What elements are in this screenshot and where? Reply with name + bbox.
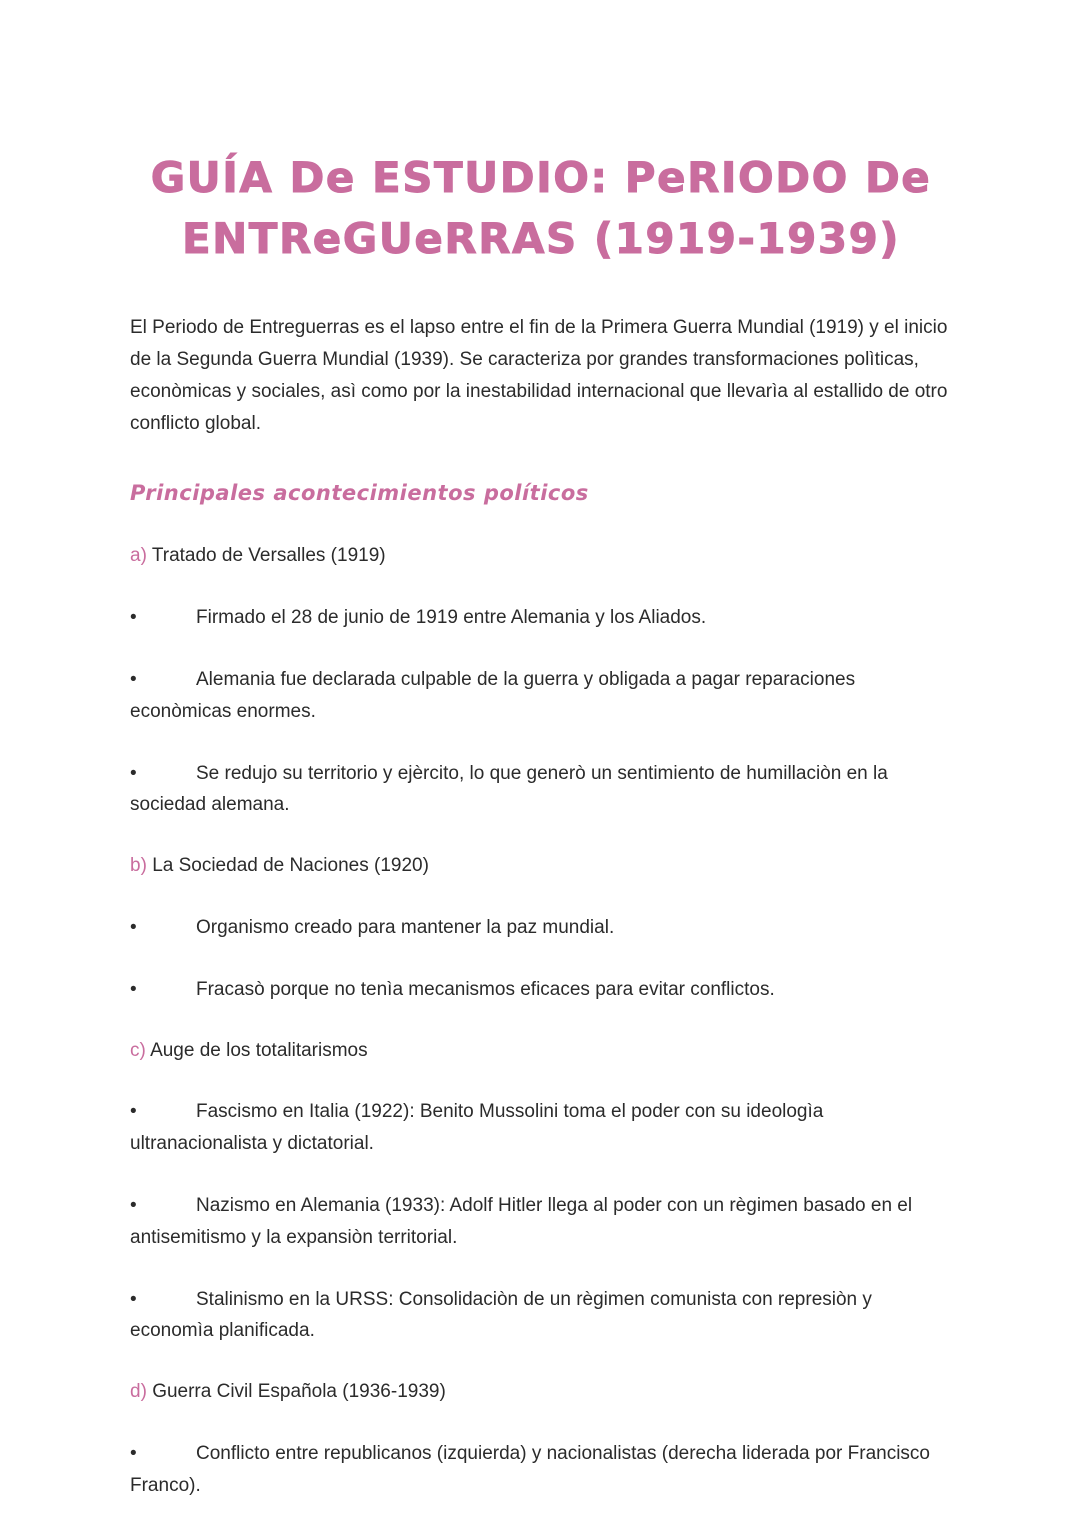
subheading	[130, 541, 952, 571]
bullet-item	[130, 602, 952, 634]
subheading-text: Guerra Civil Española (1936-1939)	[152, 1381, 446, 1403]
subheading-prefix: a)	[130, 545, 152, 567]
bullet-text: Fracasò porque no tenìa mecanismos eficaces para evitar conflictos.	[196, 978, 775, 1000]
bullet-item	[130, 974, 952, 1006]
bullet-text: Nazismo en Alemania (1933): Adolf Hitler llega al poder con un règimen basado en el antisemitismo y la expansiòn territorial.	[130, 1194, 913, 1248]
intro-paragraph: El Periodo de Entreguerras es el lapso entre el fin de la Primera Guerra Mundial (1919) y el inicio de la Segunda Guerra Mundial (1939). Se caracteriza por grandes transformaciones polìticas, econòmicas y sociales, asì como por la inestabilidad internacional que llevarìa al estallido de otro conflicto global.	[130, 316, 948, 434]
subheading-text: La Sociedad de Naciones (1920)	[152, 855, 429, 877]
bullet-item	[130, 912, 952, 944]
bullet-icon: •	[130, 916, 137, 938]
bullet-icon: •	[130, 1442, 137, 1464]
bullet-icon: •	[130, 978, 137, 1000]
bullet-icon: •	[130, 1194, 137, 1216]
subheading-text: Auge de los totalitarismos	[150, 1039, 368, 1061]
bullet-item	[130, 664, 952, 728]
subheading	[130, 1377, 952, 1407]
subheading	[130, 1036, 952, 1066]
bullet-text: Se redujo su territorio y ejèrcito, lo que generò un sentimiento de humillaciòn en la sociedad alemana.	[130, 762, 888, 816]
document-title-line1: GUÍA De ESTUDIO: PeRIODO De	[150, 153, 932, 202]
bullet-item	[130, 1190, 952, 1254]
content-list	[130, 541, 952, 1501]
bullet-text: Stalinismo en la URSS: Consolidaciòn de un règimen comunista con represiòn y economìa planificada.	[130, 1288, 872, 1342]
bullet-icon: •	[130, 1100, 137, 1122]
bullet-item	[130, 1096, 952, 1160]
bullet-text: Conflicto entre republicanos (izquierda) y nacionalistas (derecha liderada por Francisco Franco).	[130, 1442, 930, 1496]
bullet-icon: •	[130, 1288, 137, 1310]
bullet-icon: •	[130, 668, 137, 690]
bullet-item	[130, 1284, 952, 1348]
bullet-item	[130, 758, 952, 822]
bullet-icon: •	[130, 762, 137, 784]
subheading-text: Tratado de Versalles (1919)	[151, 545, 386, 567]
bullet-icon: •	[130, 606, 137, 628]
document-title	[130, 148, 952, 270]
document-title-line2: ENTReGUeRRAS (1919-1939)	[181, 213, 901, 263]
subheading	[130, 851, 952, 881]
bullet-text: Fascismo en Italia (1922): Benito Mussolini toma el poder con su ideologìa ultranacionalista y dictatorial.	[130, 1100, 824, 1154]
bullet-text: Alemania fue declarada culpable de la guerra y obligada a pagar reparaciones econòmicas enormes.	[130, 668, 856, 722]
bullet-text: Firmado el 28 de junio de 1919 entre Alemania y los Aliados.	[196, 606, 707, 628]
subheading-prefix: b)	[130, 855, 153, 877]
subheading-prefix: c)	[130, 1039, 151, 1061]
subheading-prefix: d)	[130, 1381, 153, 1403]
section-heading: Principales acontecimientos políticos	[130, 481, 589, 506]
bullet-item	[130, 1438, 952, 1502]
bullet-text: Organismo creado para mantener la paz mundial.	[196, 916, 615, 938]
